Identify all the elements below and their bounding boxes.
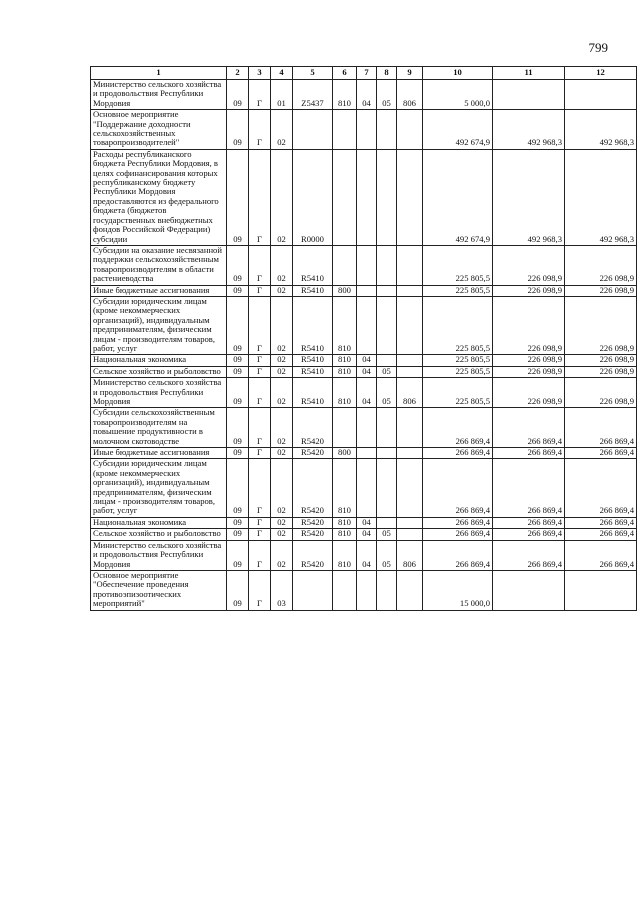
code-expense-type: 810 bbox=[333, 529, 357, 540]
page-number: 799 bbox=[588, 40, 608, 55]
table-row bbox=[91, 540, 637, 570]
amount-col-10: 266 869,4 bbox=[423, 529, 493, 540]
amount-col-12: 266 869,4 bbox=[565, 448, 637, 459]
code-gov-body bbox=[397, 366, 423, 377]
code-gp: 09 bbox=[227, 296, 249, 354]
column-header-10: 10 bbox=[423, 67, 493, 80]
code-subprogram: Г bbox=[249, 448, 271, 459]
row-name: Иные бюджетные ассигнования bbox=[91, 448, 227, 459]
code-gp: 09 bbox=[227, 540, 249, 570]
code-gp: 09 bbox=[227, 570, 249, 610]
amount-col-10: 266 869,4 bbox=[423, 459, 493, 517]
code-main-event: 02 bbox=[271, 366, 293, 377]
table-row bbox=[91, 110, 637, 150]
amount-col-10: 225 805,5 bbox=[423, 378, 493, 408]
table-row bbox=[91, 285, 637, 296]
code-main-event: 02 bbox=[271, 378, 293, 408]
amount-col-12: 226 098,9 bbox=[565, 285, 637, 296]
amount-col-11: 266 869,4 bbox=[493, 540, 565, 570]
amount-col-11: 226 098,9 bbox=[493, 285, 565, 296]
table-row bbox=[91, 149, 637, 245]
amount-col-10: 225 805,5 bbox=[423, 285, 493, 296]
amount-col-12: 266 869,4 bbox=[565, 459, 637, 517]
row-name: Иные бюджетные ассигнования bbox=[91, 285, 227, 296]
amount-col-10: 492 674,9 bbox=[423, 149, 493, 245]
table-row bbox=[91, 296, 637, 354]
code-gp: 09 bbox=[227, 80, 249, 110]
code-subsection bbox=[377, 355, 397, 366]
code-section bbox=[357, 110, 377, 150]
column-header-4: 4 bbox=[271, 67, 293, 80]
code-gov-body bbox=[397, 110, 423, 150]
row-name: Основное мероприятие "Поддержание доходности сельскохозяйственных товаропроизводителей" bbox=[91, 110, 227, 150]
row-name: Сельское хозяйство и рыболовство bbox=[91, 529, 227, 540]
column-header-3: 3 bbox=[249, 67, 271, 80]
code-main-event: 02 bbox=[271, 149, 293, 245]
amount-col-12 bbox=[565, 570, 637, 610]
budget-table bbox=[90, 66, 637, 611]
amount-col-10: 266 869,4 bbox=[423, 408, 493, 448]
amount-col-10: 5 000,0 bbox=[423, 80, 493, 110]
code-gp: 09 bbox=[227, 149, 249, 245]
amount-col-11 bbox=[493, 570, 565, 610]
code-direction: Z5437 bbox=[293, 80, 333, 110]
code-main-event: 02 bbox=[271, 296, 293, 354]
code-subsection bbox=[377, 285, 397, 296]
table-row bbox=[91, 378, 637, 408]
code-subsection bbox=[377, 296, 397, 354]
code-gov-body bbox=[397, 245, 423, 285]
table-row bbox=[91, 570, 637, 610]
table-row bbox=[91, 448, 637, 459]
amount-col-12: 266 869,4 bbox=[565, 529, 637, 540]
code-expense-type: 800 bbox=[333, 448, 357, 459]
code-gp: 09 bbox=[227, 448, 249, 459]
code-expense-type: 810 bbox=[333, 366, 357, 377]
column-header-8: 8 bbox=[377, 67, 397, 80]
table-row bbox=[91, 355, 637, 366]
code-subprogram: Г bbox=[249, 517, 271, 528]
row-name: Национальная экономика bbox=[91, 517, 227, 528]
code-gov-body bbox=[397, 296, 423, 354]
table-row bbox=[91, 245, 637, 285]
row-name: Субсидии юридическим лицам (кроме некоммерческих организаций), индивидуальным предпринимателям, физическим лицам - производителям товаров, работ, услуг bbox=[91, 459, 227, 517]
table-row bbox=[91, 517, 637, 528]
code-gp: 09 bbox=[227, 529, 249, 540]
code-main-event: 02 bbox=[271, 408, 293, 448]
column-header-1: 1 bbox=[91, 67, 227, 80]
code-subsection bbox=[377, 570, 397, 610]
code-subsection: 05 bbox=[377, 80, 397, 110]
amount-col-10: 266 869,4 bbox=[423, 540, 493, 570]
code-section: 04 bbox=[357, 529, 377, 540]
code-gp: 09 bbox=[227, 366, 249, 377]
code-subsection bbox=[377, 517, 397, 528]
code-expense-type: 810 bbox=[333, 540, 357, 570]
code-section bbox=[357, 296, 377, 354]
amount-col-11: 226 098,9 bbox=[493, 355, 565, 366]
code-direction: R5420 bbox=[293, 540, 333, 570]
amount-col-11: 226 098,9 bbox=[493, 245, 565, 285]
code-subsection bbox=[377, 149, 397, 245]
table-row bbox=[91, 529, 637, 540]
code-subsection: 05 bbox=[377, 540, 397, 570]
code-subprogram: Г bbox=[249, 110, 271, 150]
code-subprogram: Г bbox=[249, 408, 271, 448]
amount-col-11 bbox=[493, 80, 565, 110]
code-gp: 09 bbox=[227, 110, 249, 150]
code-direction: R5410 bbox=[293, 285, 333, 296]
code-main-event: 02 bbox=[271, 245, 293, 285]
code-subsection: 05 bbox=[377, 378, 397, 408]
table-row bbox=[91, 408, 637, 448]
amount-col-10: 225 805,5 bbox=[423, 245, 493, 285]
code-main-event: 02 bbox=[271, 459, 293, 517]
amount-col-11: 226 098,9 bbox=[493, 296, 565, 354]
code-subsection bbox=[377, 459, 397, 517]
code-subsection: 05 bbox=[377, 529, 397, 540]
code-main-event: 02 bbox=[271, 355, 293, 366]
code-direction: R5420 bbox=[293, 448, 333, 459]
amount-col-10: 492 674,9 bbox=[423, 110, 493, 150]
code-subsection bbox=[377, 408, 397, 448]
code-gp: 09 bbox=[227, 285, 249, 296]
row-name: Субсидии на оказание несвязанной поддержки сельскохозяйственным товаропроизводителям в области растениеводства bbox=[91, 245, 227, 285]
amount-col-12: 226 098,9 bbox=[565, 296, 637, 354]
column-header-7: 7 bbox=[357, 67, 377, 80]
amount-col-11: 492 968,3 bbox=[493, 110, 565, 150]
code-section: 04 bbox=[357, 355, 377, 366]
code-direction: R5420 bbox=[293, 459, 333, 517]
code-expense-type bbox=[333, 149, 357, 245]
column-header-2: 2 bbox=[227, 67, 249, 80]
code-expense-type bbox=[333, 245, 357, 285]
code-direction: R5410 bbox=[293, 378, 333, 408]
code-expense-type bbox=[333, 408, 357, 448]
code-section bbox=[357, 408, 377, 448]
row-name: Основное мероприятие "Обеспечение проведения противоэпизоотических мероприятий" bbox=[91, 570, 227, 610]
amount-col-11: 266 869,4 bbox=[493, 459, 565, 517]
code-expense-type: 810 bbox=[333, 517, 357, 528]
code-subprogram: Г bbox=[249, 245, 271, 285]
column-header-11: 11 bbox=[493, 67, 565, 80]
code-direction bbox=[293, 570, 333, 610]
amount-col-12: 226 098,9 bbox=[565, 245, 637, 285]
code-gov-body bbox=[397, 570, 423, 610]
code-gov-body bbox=[397, 149, 423, 245]
amount-col-11: 266 869,4 bbox=[493, 408, 565, 448]
code-section bbox=[357, 448, 377, 459]
amount-col-12: 226 098,9 bbox=[565, 378, 637, 408]
amount-col-12: 266 869,4 bbox=[565, 408, 637, 448]
amount-col-10: 225 805,5 bbox=[423, 296, 493, 354]
code-subprogram: Г bbox=[249, 80, 271, 110]
code-subprogram: Г bbox=[249, 459, 271, 517]
code-gov-body bbox=[397, 529, 423, 540]
code-main-event: 02 bbox=[271, 529, 293, 540]
code-gp: 09 bbox=[227, 408, 249, 448]
row-name: Министерство сельского хозяйства и продовольствия Республики Мордовия bbox=[91, 378, 227, 408]
code-gp: 09 bbox=[227, 245, 249, 285]
code-subprogram: Г bbox=[249, 285, 271, 296]
code-direction bbox=[293, 110, 333, 150]
code-subprogram: Г bbox=[249, 529, 271, 540]
row-name: Министерство сельского хозяйства и продовольствия Республики Мордовия bbox=[91, 80, 227, 110]
code-section bbox=[357, 149, 377, 245]
code-subprogram: Г bbox=[249, 570, 271, 610]
column-header-6: 6 bbox=[333, 67, 357, 80]
code-expense-type: 800 bbox=[333, 285, 357, 296]
amount-col-10: 225 805,5 bbox=[423, 366, 493, 377]
amount-col-10: 225 805,5 bbox=[423, 355, 493, 366]
code-gov-body: 806 bbox=[397, 378, 423, 408]
amount-col-11: 266 869,4 bbox=[493, 529, 565, 540]
code-subsection bbox=[377, 448, 397, 459]
row-name: Министерство сельского хозяйства и продовольствия Республики Мордовия bbox=[91, 540, 227, 570]
code-main-event: 02 bbox=[271, 540, 293, 570]
code-gp: 09 bbox=[227, 459, 249, 517]
code-section bbox=[357, 459, 377, 517]
code-gp: 09 bbox=[227, 517, 249, 528]
code-direction: R5410 bbox=[293, 355, 333, 366]
code-direction: R5420 bbox=[293, 529, 333, 540]
code-subprogram: Г bbox=[249, 149, 271, 245]
code-direction: R5410 bbox=[293, 245, 333, 285]
row-name: Субсидии юридическим лицам (кроме некоммерческих организаций), индивидуальным предпринимателям, физическим лицам - производителям товаров, работ, услуг bbox=[91, 296, 227, 354]
amount-col-12: 492 968,3 bbox=[565, 149, 637, 245]
amount-col-10: 266 869,4 bbox=[423, 517, 493, 528]
code-expense-type: 810 bbox=[333, 378, 357, 408]
table-row bbox=[91, 459, 637, 517]
code-subsection bbox=[377, 245, 397, 285]
code-gov-body bbox=[397, 355, 423, 366]
code-subprogram: Г bbox=[249, 296, 271, 354]
code-main-event: 02 bbox=[271, 517, 293, 528]
code-direction: R0000 bbox=[293, 149, 333, 245]
code-expense-type: 810 bbox=[333, 355, 357, 366]
amount-col-10: 15 000,0 bbox=[423, 570, 493, 610]
column-header-5: 5 bbox=[293, 67, 333, 80]
amount-col-12: 266 869,4 bbox=[565, 517, 637, 528]
code-expense-type: 810 bbox=[333, 80, 357, 110]
row-name: Сельское хозяйство и рыболовство bbox=[91, 366, 227, 377]
code-main-event: 02 bbox=[271, 448, 293, 459]
code-gp: 09 bbox=[227, 355, 249, 366]
code-gov-body: 806 bbox=[397, 80, 423, 110]
code-main-event: 02 bbox=[271, 285, 293, 296]
column-header-12: 12 bbox=[565, 67, 637, 80]
amount-col-12: 226 098,9 bbox=[565, 366, 637, 377]
table-body bbox=[91, 80, 637, 611]
code-gov-body bbox=[397, 459, 423, 517]
code-section: 04 bbox=[357, 517, 377, 528]
code-gov-body: 806 bbox=[397, 540, 423, 570]
code-direction: R5410 bbox=[293, 366, 333, 377]
code-direction: R5420 bbox=[293, 517, 333, 528]
header-row bbox=[91, 67, 637, 80]
code-section bbox=[357, 285, 377, 296]
code-section: 04 bbox=[357, 80, 377, 110]
row-name: Субсидии сельскохозяйственным товаропроизводителям на повышение продуктивности в молочном скотоводстве bbox=[91, 408, 227, 448]
amount-col-11: 266 869,4 bbox=[493, 517, 565, 528]
code-direction: R5410 bbox=[293, 296, 333, 354]
column-header-9: 9 bbox=[397, 67, 423, 80]
row-name: Расходы республиканского бюджета Республики Мордовия, в целях софинансирования которых республиканскому бюджету Республики Мордовия предоставляются из федерального бюджета (бюджетов государственных внебюджетных фондов Российской Федерации) субсидии bbox=[91, 149, 227, 245]
code-section: 04 bbox=[357, 378, 377, 408]
table-row bbox=[91, 366, 637, 377]
code-expense-type: 810 bbox=[333, 296, 357, 354]
amount-col-12: 226 098,9 bbox=[565, 355, 637, 366]
amount-col-12: 266 869,4 bbox=[565, 540, 637, 570]
amount-col-11: 266 869,4 bbox=[493, 448, 565, 459]
code-section bbox=[357, 570, 377, 610]
code-subsection bbox=[377, 110, 397, 150]
code-gov-body bbox=[397, 448, 423, 459]
code-section bbox=[357, 245, 377, 285]
code-gov-body bbox=[397, 408, 423, 448]
code-main-event: 02 bbox=[271, 110, 293, 150]
code-expense-type: 810 bbox=[333, 459, 357, 517]
code-gp: 09 bbox=[227, 378, 249, 408]
code-subprogram: Г bbox=[249, 540, 271, 570]
code-expense-type bbox=[333, 570, 357, 610]
code-subprogram: Г bbox=[249, 378, 271, 408]
amount-col-12 bbox=[565, 80, 637, 110]
code-gov-body bbox=[397, 285, 423, 296]
code-main-event: 03 bbox=[271, 570, 293, 610]
code-main-event: 01 bbox=[271, 80, 293, 110]
code-gov-body bbox=[397, 517, 423, 528]
amount-col-11: 492 968,3 bbox=[493, 149, 565, 245]
code-subprogram: Г bbox=[249, 355, 271, 366]
code-direction: R5420 bbox=[293, 408, 333, 448]
row-name: Национальная экономика bbox=[91, 355, 227, 366]
code-subprogram: Г bbox=[249, 366, 271, 377]
amount-col-11: 226 098,9 bbox=[493, 366, 565, 377]
amount-col-11: 226 098,9 bbox=[493, 378, 565, 408]
amount-col-12: 492 968,3 bbox=[565, 110, 637, 150]
code-expense-type bbox=[333, 110, 357, 150]
code-section: 04 bbox=[357, 366, 377, 377]
code-subsection: 05 bbox=[377, 366, 397, 377]
amount-col-10: 266 869,4 bbox=[423, 448, 493, 459]
code-section: 04 bbox=[357, 540, 377, 570]
table-row bbox=[91, 80, 637, 110]
